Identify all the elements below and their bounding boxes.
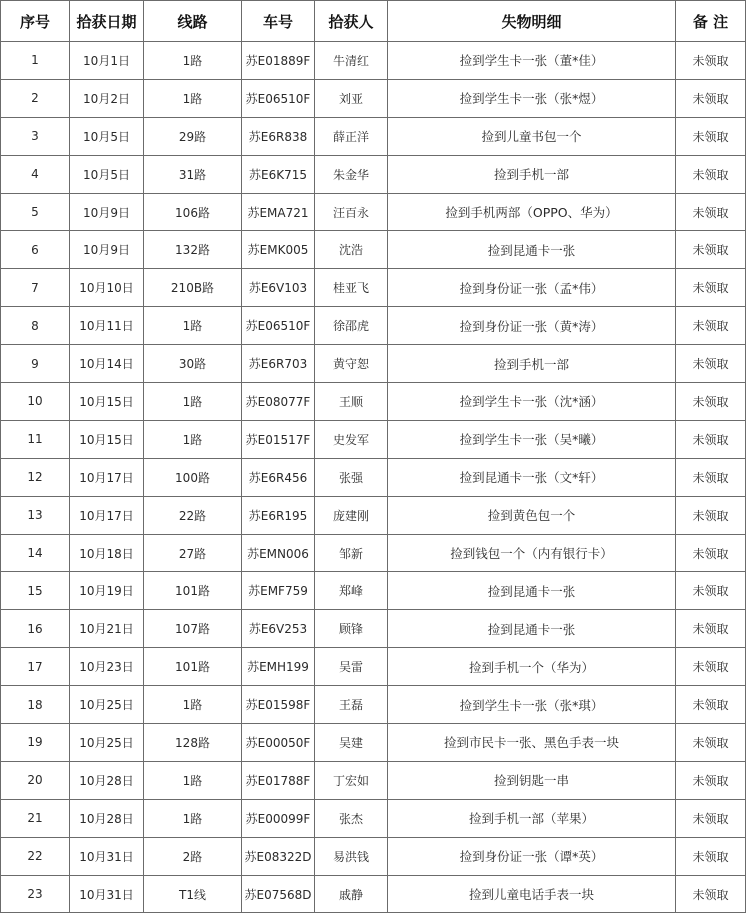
cell-finder: 张强	[315, 458, 388, 496]
header-index: 序号	[1, 1, 70, 42]
table-body	[1, 42, 746, 913]
cell-index: 20	[1, 761, 70, 799]
cell-finder: 庞建刚	[315, 496, 388, 534]
cell-date: 10月10日	[70, 269, 144, 307]
cell-date: 10月23日	[70, 648, 144, 686]
cell-bus-number: 苏E00050F	[242, 724, 315, 762]
cell-item-details: 捡到昆通卡一张	[388, 610, 676, 648]
cell-date: 10月5日	[70, 155, 144, 193]
cell-route: 31路	[144, 155, 242, 193]
cell-remarks: 未领取	[676, 155, 746, 193]
cell-remarks: 未领取	[676, 269, 746, 307]
cell-index: 2	[1, 79, 70, 117]
header-bus-number: 车号	[242, 1, 315, 42]
cell-item-details: 捡到儿童电话手表一块	[388, 875, 676, 913]
cell-finder: 薛正洋	[315, 117, 388, 155]
cell-route: 30路	[144, 345, 242, 383]
cell-remarks: 未领取	[676, 686, 746, 724]
cell-item-details: 捡到学生卡一张（吴*曦）	[388, 420, 676, 458]
cell-bus-number: 苏E06510F	[242, 307, 315, 345]
table-row	[1, 610, 746, 648]
table-row	[1, 686, 746, 724]
cell-index: 10	[1, 383, 70, 421]
cell-route: T1线	[144, 875, 242, 913]
cell-index: 6	[1, 231, 70, 269]
cell-date: 10月18日	[70, 534, 144, 572]
cell-finder: 易洪钱	[315, 837, 388, 875]
cell-index: 15	[1, 572, 70, 610]
cell-index: 9	[1, 345, 70, 383]
cell-date: 10月11日	[70, 307, 144, 345]
cell-finder: 徐邵虎	[315, 307, 388, 345]
cell-finder: 王磊	[315, 686, 388, 724]
cell-remarks: 未领取	[676, 648, 746, 686]
cell-bus-number: 苏E6R195	[242, 496, 315, 534]
cell-finder: 顾锋	[315, 610, 388, 648]
cell-route: 1路	[144, 799, 242, 837]
cell-route: 210B路	[144, 269, 242, 307]
cell-route: 128路	[144, 724, 242, 762]
cell-item-details: 捡到身份证一张（谭*英）	[388, 837, 676, 875]
cell-date: 10月17日	[70, 496, 144, 534]
cell-date: 10月28日	[70, 799, 144, 837]
table-row	[1, 383, 746, 421]
cell-index: 12	[1, 458, 70, 496]
cell-item-details: 捡到昆通卡一张	[388, 231, 676, 269]
cell-remarks: 未领取	[676, 534, 746, 572]
cell-route: 1路	[144, 383, 242, 421]
cell-bus-number: 苏E06510F	[242, 79, 315, 117]
table-row	[1, 42, 746, 80]
cell-remarks: 未领取	[676, 572, 746, 610]
cell-item-details: 捡到手机一部	[388, 155, 676, 193]
table-row	[1, 420, 746, 458]
cell-remarks: 未领取	[676, 837, 746, 875]
cell-index: 5	[1, 193, 70, 231]
cell-bus-number: 苏EMA721	[242, 193, 315, 231]
cell-date: 10月31日	[70, 837, 144, 875]
cell-finder: 丁宏如	[315, 761, 388, 799]
cell-date: 10月5日	[70, 117, 144, 155]
table-row	[1, 875, 746, 913]
cell-index: 8	[1, 307, 70, 345]
cell-remarks: 未领取	[676, 345, 746, 383]
table-row	[1, 724, 746, 762]
header-date: 拾获日期	[70, 1, 144, 42]
cell-index: 18	[1, 686, 70, 724]
table-row	[1, 648, 746, 686]
cell-finder: 史发军	[315, 420, 388, 458]
cell-bus-number: 苏E00099F	[242, 799, 315, 837]
cell-date: 10月15日	[70, 383, 144, 421]
cell-finder: 黄守恕	[315, 345, 388, 383]
cell-route: 29路	[144, 117, 242, 155]
table-row	[1, 572, 746, 610]
cell-bus-number: 苏E07568D	[242, 875, 315, 913]
cell-date: 10月17日	[70, 458, 144, 496]
table-row	[1, 799, 746, 837]
cell-bus-number: 苏E08322D	[242, 837, 315, 875]
cell-route: 101路	[144, 648, 242, 686]
cell-date: 10月25日	[70, 724, 144, 762]
cell-remarks: 未领取	[676, 724, 746, 762]
cell-route: 107路	[144, 610, 242, 648]
cell-item-details: 捡到手机一部（苹果）	[388, 799, 676, 837]
header-route: 线路	[144, 1, 242, 42]
cell-bus-number: 苏E6R456	[242, 458, 315, 496]
cell-date: 10月15日	[70, 420, 144, 458]
cell-finder: 刘亚	[315, 79, 388, 117]
table-row	[1, 496, 746, 534]
cell-remarks: 未领取	[676, 458, 746, 496]
cell-bus-number: 苏E01598F	[242, 686, 315, 724]
cell-item-details: 捡到身份证一张（孟*伟）	[388, 269, 676, 307]
cell-index: 14	[1, 534, 70, 572]
cell-item-details: 捡到钥匙一串	[388, 761, 676, 799]
cell-bus-number: 苏E6K715	[242, 155, 315, 193]
cell-date: 10月25日	[70, 686, 144, 724]
table-row	[1, 193, 746, 231]
cell-date: 10月9日	[70, 231, 144, 269]
cell-remarks: 未领取	[676, 610, 746, 648]
header-item-details: 失物明细	[388, 1, 676, 42]
cell-date: 10月14日	[70, 345, 144, 383]
table-row	[1, 534, 746, 572]
cell-route: 1路	[144, 307, 242, 345]
cell-bus-number: 苏E6R703	[242, 345, 315, 383]
cell-item-details: 捡到学生卡一张（沈*涵）	[388, 383, 676, 421]
cell-route: 132路	[144, 231, 242, 269]
cell-date: 10月28日	[70, 761, 144, 799]
header-finder: 拾获人	[315, 1, 388, 42]
cell-finder: 戚静	[315, 875, 388, 913]
cell-route: 1路	[144, 686, 242, 724]
cell-index: 16	[1, 610, 70, 648]
cell-route: 27路	[144, 534, 242, 572]
cell-route: 1路	[144, 79, 242, 117]
cell-remarks: 未领取	[676, 79, 746, 117]
cell-index: 19	[1, 724, 70, 762]
cell-remarks: 未领取	[676, 193, 746, 231]
cell-finder: 朱金华	[315, 155, 388, 193]
cell-item-details: 捡到手机一个（华为）	[388, 648, 676, 686]
cell-date: 10月2日	[70, 79, 144, 117]
table-row	[1, 269, 746, 307]
cell-date: 10月19日	[70, 572, 144, 610]
table-header-row	[1, 1, 746, 42]
cell-finder: 邹新	[315, 534, 388, 572]
table-row	[1, 837, 746, 875]
cell-index: 1	[1, 42, 70, 80]
cell-bus-number: 苏EMN006	[242, 534, 315, 572]
cell-finder: 吴建	[315, 724, 388, 762]
cell-bus-number: 苏E01889F	[242, 42, 315, 80]
cell-date: 10月1日	[70, 42, 144, 80]
cell-route: 1路	[144, 761, 242, 799]
table-row	[1, 231, 746, 269]
cell-index: 4	[1, 155, 70, 193]
cell-remarks: 未领取	[676, 117, 746, 155]
cell-bus-number: 苏EMH199	[242, 648, 315, 686]
table-row	[1, 79, 746, 117]
table-row	[1, 458, 746, 496]
cell-item-details: 捡到钱包一个（内有银行卡）	[388, 534, 676, 572]
cell-index: 22	[1, 837, 70, 875]
cell-bus-number: 苏EMF759	[242, 572, 315, 610]
cell-bus-number: 苏E6V253	[242, 610, 315, 648]
cell-item-details: 捡到昆通卡一张（文*轩）	[388, 458, 676, 496]
cell-item-details: 捡到学生卡一张（董*佳）	[388, 42, 676, 80]
table-row	[1, 345, 746, 383]
cell-finder: 吴雷	[315, 648, 388, 686]
cell-remarks: 未领取	[676, 307, 746, 345]
cell-date: 10月31日	[70, 875, 144, 913]
cell-remarks: 未领取	[676, 231, 746, 269]
cell-item-details: 捡到市民卡一张、黑色手表一块	[388, 724, 676, 762]
table-row	[1, 307, 746, 345]
cell-bus-number: 苏E6V103	[242, 269, 315, 307]
table-row	[1, 155, 746, 193]
cell-finder: 王顺	[315, 383, 388, 421]
table-row	[1, 117, 746, 155]
cell-bus-number: 苏E6R838	[242, 117, 315, 155]
cell-item-details: 捡到学生卡一张（张*琪）	[388, 686, 676, 724]
cell-route: 1路	[144, 42, 242, 80]
cell-item-details: 捡到身份证一张（黄*涛）	[388, 307, 676, 345]
cell-date: 10月21日	[70, 610, 144, 648]
cell-remarks: 未领取	[676, 875, 746, 913]
table-row	[1, 761, 746, 799]
cell-item-details: 捡到手机两部（OPPO、华为）	[388, 193, 676, 231]
cell-item-details: 捡到儿童书包一个	[388, 117, 676, 155]
cell-remarks: 未领取	[676, 383, 746, 421]
cell-route: 100路	[144, 458, 242, 496]
cell-finder: 郑峰	[315, 572, 388, 610]
cell-bus-number: 苏E01788F	[242, 761, 315, 799]
cell-finder: 牛清红	[315, 42, 388, 80]
cell-route: 22路	[144, 496, 242, 534]
cell-index: 17	[1, 648, 70, 686]
cell-route: 106路	[144, 193, 242, 231]
cell-index: 3	[1, 117, 70, 155]
cell-index: 23	[1, 875, 70, 913]
cell-remarks: 未领取	[676, 496, 746, 534]
cell-remarks: 未领取	[676, 420, 746, 458]
cell-index: 11	[1, 420, 70, 458]
cell-index: 7	[1, 269, 70, 307]
cell-bus-number: 苏E08077F	[242, 383, 315, 421]
cell-route: 101路	[144, 572, 242, 610]
cell-item-details: 捡到黄色包一个	[388, 496, 676, 534]
cell-finder: 桂亚飞	[315, 269, 388, 307]
cell-index: 21	[1, 799, 70, 837]
cell-remarks: 未领取	[676, 42, 746, 80]
cell-remarks: 未领取	[676, 761, 746, 799]
cell-bus-number: 苏E01517F	[242, 420, 315, 458]
cell-finder: 汪百永	[315, 193, 388, 231]
cell-route: 1路	[144, 420, 242, 458]
cell-item-details: 捡到手机一部	[388, 345, 676, 383]
cell-date: 10月9日	[70, 193, 144, 231]
cell-finder: 张杰	[315, 799, 388, 837]
cell-index: 13	[1, 496, 70, 534]
cell-remarks: 未领取	[676, 799, 746, 837]
cell-route: 2路	[144, 837, 242, 875]
cell-item-details: 捡到昆通卡一张	[388, 572, 676, 610]
cell-bus-number: 苏EMK005	[242, 231, 315, 269]
cell-item-details: 捡到学生卡一张（张*煜）	[388, 79, 676, 117]
cell-finder: 沈浩	[315, 231, 388, 269]
header-remarks: 备 注	[676, 1, 746, 42]
